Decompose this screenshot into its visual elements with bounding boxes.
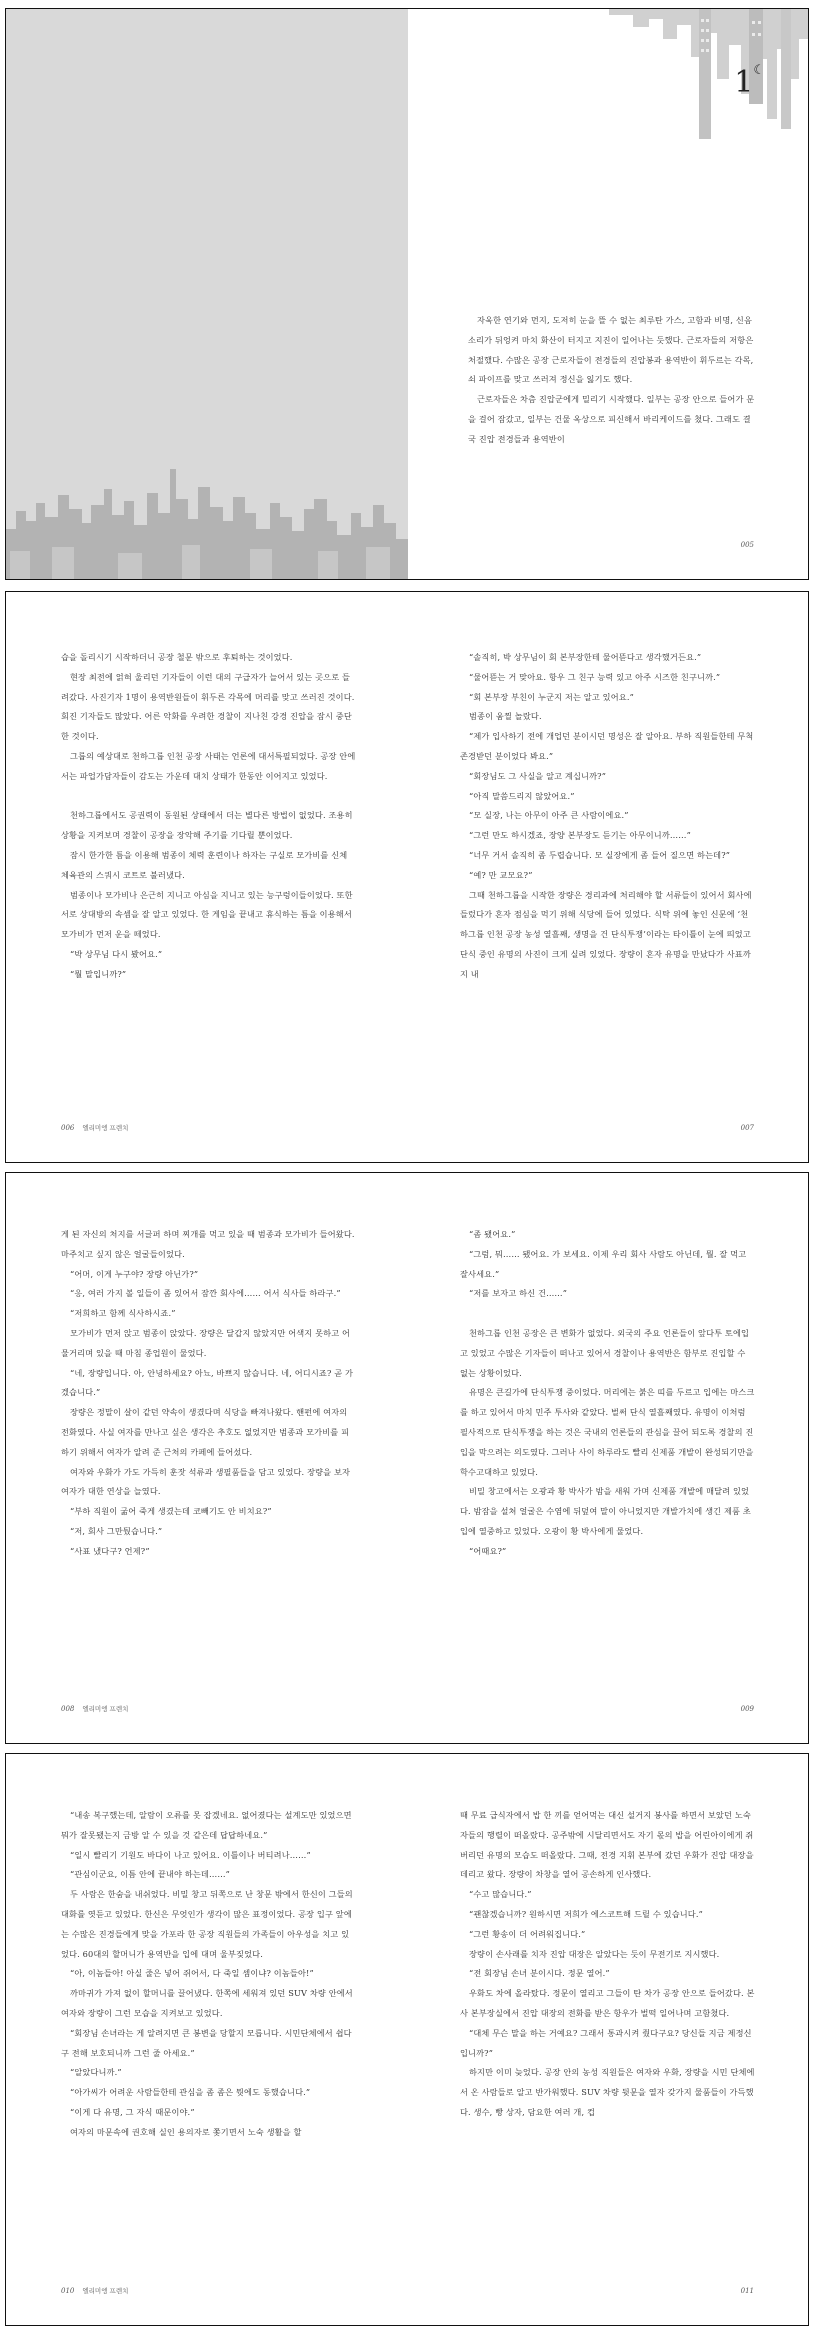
paragraph: 모가비가 먼저 앉고 범종이 앉았다. 장량은 달갑지 않았지만 어색지 못하고 어물거리며 있을 때 마침 종업원이 물었다. <box>61 1327 351 1358</box>
city-skyline-illustration <box>6 459 408 579</box>
right-page <box>408 1754 809 2325</box>
paragraph: 그룹의 예상대로 천하그룹 인천 공장 사태는 언론에 대서특필되었다. 공장 안에서는 파업가담자들이 감도는 가운데 대치 상태가 한동안 이어지고 있었다. <box>61 750 356 781</box>
chapter-opening-right-page <box>408 9 809 579</box>
left-page <box>6 1754 407 2325</box>
paragraph: “좀 됐어요.” <box>469 1229 516 1239</box>
body-text <box>460 1806 755 2123</box>
paragraph: 게 된 자신의 처지를 서글퍼 하며 찌개를 먹고 있을 때 범종과 모가비가 들어왔다. 마주치고 싶지 않은 얼굴들이었다. <box>61 1229 355 1259</box>
page-spread-2 <box>5 591 809 1163</box>
body-text <box>460 648 755 985</box>
paragraph: “박 상무님 다시 봤어요.” <box>70 948 163 959</box>
paragraph: “네, 장량입니다. 아, 안녕하세요? 아뇨, 바쁘지 않습니다. 네, 어디시죠? 곧 가겠습니다.” <box>61 1367 354 1398</box>
left-page <box>6 592 407 1162</box>
paragraph: “그런 만도 하시겠죠, 장양 본부장도 듣기는 아무이니까……” <box>469 830 691 841</box>
running-title: 엘리미엥 프렌치 <box>82 1124 129 1132</box>
paragraph: “모 실장, 나는 아무이 아주 큰 사람이에요.” <box>469 810 629 821</box>
paragraph: 범종이 움찔 놀랐다. <box>469 711 542 722</box>
paragraph: 범종이나 모가비나 은근히 지니고 아심을 지니고 있는 능구렁이들이었다. 또한 서로 상대방의 속셈을 잘 알고 있었다. 한 게임을 끝내고 휴식하는 틈을 이용해서 모가비가 먼저 운을 떼었다. <box>61 889 353 940</box>
paragraph: 우화도 차에 올라탔다. 정문이 열리고 그들이 탄 차가 공장 안으로 들어갔다. 본사 본부장실에서 진압 대장의 전화를 받은 항우가 벌떡 일어나며 고함쳤다. <box>460 1988 755 2018</box>
paragraph: 유명은 큰길가에 단식투쟁 중이었다. 머리에는 붉은 띠를 두르고 입에는 마스크를 하고 있어서 마치 민주 투사와 같았다. 벌써 단식 열흘째였다. 유명이 이처럼 필사적으로 단식투쟁을 하는 것은 국내의 언론들의 관심을 끌어 되도록 경찰의 진입을 막으려는 의도였다. 그러나 사이 하루라도 빨리 신제품 개발이 완성되기만을 학수고대하고 있었다. <box>460 1387 755 1477</box>
paragraph: 근로자들은 차츰 진압군에게 밀리기 시작했다. 일부는 공장 안으로 들어가 문을 걸어 잠갔고, 일부는 건물 옥상으로 피신해서 바리케이드를 쳤다. 그래도 결국 진압 전경들과 용역반이 <box>468 394 755 444</box>
paragraph: “그럼, 뭐…… 됐어요. 가 보세요. 이제 우리 회사 사람도 아닌데, 뭘. 잘 먹고 잘사세요.” <box>460 1248 747 1279</box>
paragraph: 하지만 이미 늦었다. 공장 안의 농성 직원들은 여자와 우화, 장량을 시민 단체에서 온 사람들로 알고 반가워했다. SUV 차량 뒷문을 열자 갖가지 물품들이 가득했다. 생수, 빵 상자, 담요한 여러 개, 컵 <box>460 2067 755 2117</box>
paragraph: 때 무료 급식자에서 밥 한 끼를 얻어먹는 대신 설거지 봉사를 하면서 보았던 노숙자들의 행렬이 떠올랐다. 공주밖에 시달리면서도 자기 몫의 밥을 어린아이에게 쥐 버리던 유명의 모습도 떠올랐다. 그때, 전경 지휘 본부에 갔던 우화가 진압 대장을 데리고 왔다. 장량이 차창을 열어 공손하게 인사했다. <box>460 1810 754 1880</box>
page-number: 011 <box>740 2287 754 2295</box>
body-text <box>460 1225 755 1562</box>
page-number: 005 <box>740 541 754 549</box>
paragraph: 장량은 정말이 살이 같던 약속이 생겼다며 식당을 빠져나왔다. 핸펀에 여자의 전화였다. 사실 여자를 만나고 싶은 생각은 추호도 없었지만 범종과 모가비를 피하기 위해서 여자가 알려 준 근처의 카페에 들어섰다. <box>61 1407 350 1457</box>
paragraph: “예? 만 교모요?” <box>469 869 533 880</box>
paragraph: “뭘 말입니까?” <box>70 968 127 979</box>
running-title: 엘리미엥 프렌치 <box>82 1705 129 1713</box>
paragraph: 천하그룹 인천 공장은 큰 변화가 없었다. 외국의 주요 언론들이 앞다투 토에입고 있었고 수많은 기자들이 떠나고 있어서 경찰이나 용역반은 함부로 진입할 수 없는 상황이었다. <box>460 1327 750 1378</box>
paragraph: “저를 보자고 하신 건……” <box>469 1288 568 1299</box>
paragraph: “부하 직원이 굶어 죽게 생겼는데 코빼기도 안 비치요?” <box>70 1506 272 1517</box>
paragraph: 잠시 한가한 틈을 이용해 범종이 체력 훈련이나 하자는 구실로 모가비를 신체 체육관의 스쿼시 코트로 불러냈다. <box>61 849 348 880</box>
body-text <box>61 1806 356 2143</box>
paragraph: “이게 다 유명, 그 자식 때문이야.” <box>70 2106 195 2117</box>
page-number: 008 <box>61 1705 75 1713</box>
page-number: 007 <box>740 1124 754 1132</box>
paragraph: “응, 여러 가지 볼 일들이 좀 있어서 잠깐 회사에…… 어서 식사들 하라구.” <box>70 1288 341 1299</box>
paragraph: “제가 입사하기 전에 개업던 분이시던 명성은 잘 알아요. 부하 직원들한테 무척 존경받던 분이었다 봐요.” <box>460 731 754 761</box>
page-footer <box>61 1704 128 1713</box>
paragraph: 현장 최전에 얽혀 울리던 기자들이 이런 대의 구급자가 늘어서 있는 곳으로 들려갔다. 사진기자 1명이 용역반원들이 휘두른 각목에 머리를 맞고 쓰러진 것이다. 회진 기자들도 많았다. 어른 악화를 우려한 경찰이 지나친 강경 진압을 잠시 중단한 것이다. <box>61 671 355 742</box>
paragraph: “아, 이놈들아! 아실 줄은 넣어 쥐어서, 다 죽일 셈이냐? 이놈들아!” <box>70 1968 314 1979</box>
paragraph: 여자의 마문속에 권호해 실인 용의자로 쫓기면서 노숙 생활을 할 <box>70 2126 302 2137</box>
page-number: 009 <box>740 1705 754 1713</box>
paragraph: “물어뜯는 거 맞아요. 항우 그 친구 능력 있고 아주 시즈한 친구니까.” <box>469 671 721 682</box>
crescent-moon-icon: ☾ <box>753 63 765 78</box>
paragraph: “너무 거서 솔직히 좀 두렵습니다. 모 실장에게 좀 들어 질으면 하는데?” <box>469 849 731 860</box>
paragraph: “어머, 이게 누구야? 장량 아닌가?” <box>70 1268 199 1279</box>
paragraph: “그런 황송이 더 어려워집니다.” <box>469 1928 586 1939</box>
body-text <box>61 1225 356 1562</box>
paragraph: 비밀 창고에서는 오광과 황 박사가 밤을 새워 가며 신제품 개발에 매달려 있었다. 밤잠을 설쳐 얼굴은 수염에 뒤덮여 말이 아니었지만 개발가치에 생긴 제품 초입에 열중하고 있었다. 오광이 황 박사에게 물었다. <box>460 1486 751 1536</box>
paragraph: “수고 많습니다.” <box>469 1889 532 1900</box>
paragraph: “일시 빨리기 기원도 바다이 나고 있어요. 이틀이나 버티려나……” <box>70 1849 311 1860</box>
paragraph: 까마귀가 가져 없이 할머니를 끌어냈다. 한쪽에 세워져 있던 SUV 차량 안에서 여자와 장량이 그런 모습을 지켜보고 있었다. <box>61 1988 353 2018</box>
page-spread-4 <box>5 1753 809 2326</box>
paragraph: “사표 냈다구? 언제?” <box>70 1545 150 1556</box>
paragraph: 습을 돌리시기 시작하더니 공장 철문 밖으로 후퇴하는 것이었다. <box>61 652 293 662</box>
paragraph: 그때 천하그룹을 시작한 장량은 경리과에 처리해야 할 서류들이 있어서 회사에 들렀다가 혼자 점심을 먹기 위해 식당에 들어 있었다. 식탁 위에 놓인 신문에 ‘천하그룹 인천 공장 농성 열흘째, 생명을 건 단식투쟁’이라는 타이틀이 눈에 띄었고 단식 중인 유명의 사진이 크게 실려 있었다. 장량이 혼자 유명을 만났다가 사표까지 내 <box>460 889 752 979</box>
right-page <box>408 592 809 1162</box>
right-page <box>408 1173 809 1743</box>
paragraph: “내송 복구했는데, 알람이 오류를 못 잡겠네요. 없어졌다는 설계도만 있었으면 뭐가 잘못됐는지 금방 알 수 있을 것 같은데 답답하네요.” <box>61 1810 352 1840</box>
paragraph: 두 사람은 한숨을 내쉬었다. 비밀 창고 뒤쪽으로 난 창문 밖에서 한신이 그들의 대화를 엿듣고 있었다. 한신은 무엇인가 생각이 많은 표정이었다. 공장 입구 앞에는 수많은 진경들에게 맞을 가포라 한 공장 직원들의 가족들이 아우성을 치고 있었다. 60대의 할머니가 용역반을 입에 대며 울부짖었다. <box>61 1889 353 1959</box>
paragraph: “관심이군요, 이틈 안에 끝내야 하는데……” <box>70 1869 230 1880</box>
page-spread-3 <box>5 1172 809 1744</box>
paragraph: “솔직히, 박 상무님이 회 본부장한테 물어뜯다고 생각했거든요.” <box>469 652 702 662</box>
paragraph: 장량이 손사래를 치자 진압 대장은 알았다는 듯이 무전기로 지시했다. <box>469 1948 720 1959</box>
paragraph: “전 회장님 손녀 분이시다. 정문 열어.” <box>469 1968 610 1979</box>
running-title: 엘리미엥 프렌치 <box>82 2287 129 2295</box>
chapter-opening-left-page <box>6 9 407 579</box>
paragraph: “알았다니까.” <box>70 2067 122 2078</box>
paragraph: “저희하고 함께 식사하시죠.” <box>70 1308 176 1319</box>
page-number: 006 <box>61 1124 75 1132</box>
paragraph: “아가씨가 어려운 사람들한테 관심을 좀 좀은 뭣에도 동했습니다.” <box>70 2087 311 2098</box>
page-number: 010 <box>61 2287 75 2295</box>
chapter-number: 1☾ <box>734 63 765 100</box>
paragraph: 자욱한 연기와 먼지, 도저히 눈을 뜰 수 없는 최루탄 가스, 고함과 비명, 신음 소리가 뒤엉켜 마치 화산이 터지고 지진이 일어나는 듯했다. 근로자들의 저항은 처절했다. 수많은 공장 근로자들이 전경들의 진압봉과 용역반이 휘두르는 각목, 쇠 파이프를 맞고 쓰러져 정신을 잃기도 했다. <box>468 315 754 385</box>
paragraph: “저, 회사 그만뒀습니다.” <box>70 1525 163 1536</box>
page-footer <box>61 1123 128 1132</box>
paragraph: 여자와 우화가 가도 가득히 훈잣 석류과 생필품들을 담고 있었다. 장량을 보자 여자가 대한 연상을 늘였다. <box>61 1466 351 1497</box>
paragraph: “회장님도 그 사실을 알고 계십니까?” <box>469 770 607 781</box>
paragraph: 천하그룹에서도 공권력이 동원된 상태에서 더는 별다른 방법이 없었다. 조용히 상황을 지켜보며 경찰이 공장을 장악해 주기를 기다릴 뿐이었다. <box>61 810 353 841</box>
paragraph: “아직 말씀드리지 않았어요.” <box>469 790 575 801</box>
paragraph: “회장님 손녀라는 게 알려지면 큰 봉변을 당할지 모릅니다. 시민단체에서 쉽다구 전해 보호되니까 그런 줄 아세요.” <box>61 2027 352 2058</box>
body-text <box>61 648 356 985</box>
paragraph: “대체 무슨 말을 하는 거예요? 그래서 통과시켜 줬다구요? 당신들 지금 제정신입니까?” <box>460 2027 752 2058</box>
page-footer <box>61 2286 128 2295</box>
body-text <box>468 311 758 450</box>
page-spread-1 <box>5 8 809 580</box>
left-page <box>6 1173 407 1743</box>
paragraph: “회 본부장 부친이 누군지 저는 알고 있어요.” <box>469 691 634 702</box>
paragraph: “어때요?” <box>469 1545 507 1556</box>
inverted-skyline-illustration <box>549 9 809 159</box>
paragraph: “괜찮겠습니까? 원하시면 저희가 에스코트해 드릴 수 있습니다.” <box>469 1908 703 1919</box>
